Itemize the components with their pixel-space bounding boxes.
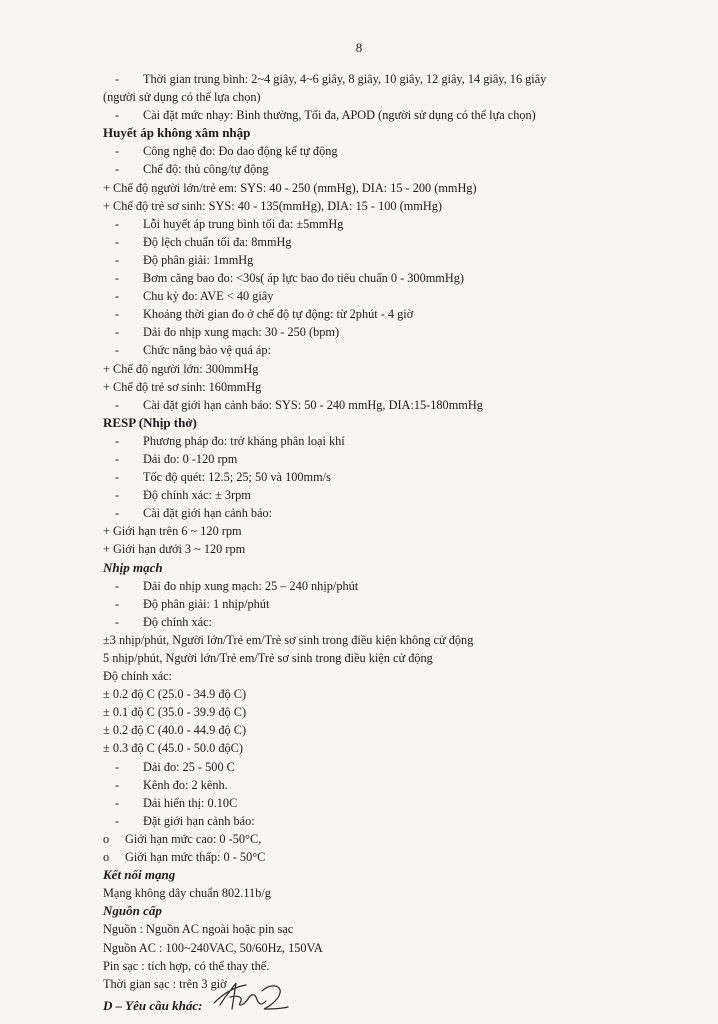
spec-item xyxy=(103,613,693,631)
spec-text xyxy=(103,884,693,902)
spec-lines xyxy=(103,70,693,993)
spec-text xyxy=(103,88,693,106)
section-heading xyxy=(103,902,693,920)
line-text: + Chế độ người lớn: 300mmHg xyxy=(103,361,259,376)
section-heading xyxy=(103,559,693,577)
line-text: Nguồn AC : 100~240VAC, 50/60Hz, 150VA xyxy=(103,940,323,955)
dash-marker: - xyxy=(115,506,120,521)
line-text: ± 0.2 độ C (40.0 - 44.9 độ C) xyxy=(103,723,247,738)
dash-marker: - xyxy=(115,578,120,593)
closing-line xyxy=(103,993,693,1015)
line-text: Chế độ: thủ công/tự động xyxy=(143,162,269,177)
spec-text xyxy=(103,685,693,703)
spec-text xyxy=(103,939,693,957)
dash-marker: - xyxy=(115,596,120,611)
spec-subitem xyxy=(103,848,693,866)
line-text: + Chế độ trẻ sơ sinh: SYS: 40 - 135(mmHg), DIA: 15 - 100 (mmHg) xyxy=(103,198,442,213)
line-text: (người sử dụng có thể lựa chọn) xyxy=(103,90,261,105)
spec-item xyxy=(103,106,693,124)
spec-item xyxy=(103,432,693,450)
line-text: Nguồn cấp xyxy=(103,903,162,919)
line-text: Độ chính xác: xyxy=(103,669,172,684)
section-heading xyxy=(103,124,693,142)
dash-marker: - xyxy=(115,813,120,828)
line-text: Tốc độ quét: 12.5; 25; 50 và 100mm/s xyxy=(143,470,331,485)
line-text: Kênh đo: 2 kênh. xyxy=(143,777,228,792)
spec-text xyxy=(103,739,693,757)
dash-marker: - xyxy=(115,216,120,231)
line-text: Nguồn : Nguồn AC ngoài hoặc pin sạc xyxy=(103,922,294,937)
line-text: Giới hạn mức cao: 0 -50°C, xyxy=(125,831,262,846)
line-text: + Giới hạn trên 6 ~ 120 rpm xyxy=(103,524,242,539)
section-heading xyxy=(103,414,693,432)
line-text: ± 0.3 độ C (45.0 - 50.0 độC) xyxy=(103,741,243,756)
line-text: Dải đo nhịp xung mạch: 30 - 250 (bpm) xyxy=(143,325,340,340)
spec-subitem xyxy=(103,830,693,848)
spec-text xyxy=(103,378,693,396)
dash-marker: - xyxy=(115,451,120,466)
spec-item xyxy=(103,794,693,812)
spec-item xyxy=(103,160,693,178)
spec-text xyxy=(103,957,693,975)
line-text: Huyết áp không xâm nhập xyxy=(103,125,251,141)
spec-item xyxy=(103,341,693,359)
dash-marker: - xyxy=(115,470,120,485)
line-text: Thời gian sạc : trên 3 giờ xyxy=(103,976,227,991)
dash-marker: - xyxy=(115,795,120,810)
line-text: Thời gian trung bình: 2~4 giây, 4~6 giây, 8 giây, 10 giây, 12 giây, 14 giây, 16 giây xyxy=(143,72,547,86)
spec-item xyxy=(103,486,693,504)
spec-text xyxy=(103,360,693,378)
spec-item xyxy=(103,287,693,305)
line-text: Chức năng bảo vệ quá áp: xyxy=(143,343,271,358)
line-text: Độ chính xác: ± 3rpm xyxy=(143,488,251,503)
line-text: Độ lệch chuẩn tối đa: 8mmHg xyxy=(143,234,292,249)
spec-text xyxy=(103,649,693,667)
dash-marker: - xyxy=(115,72,120,86)
spec-text xyxy=(103,522,693,540)
spec-item xyxy=(103,396,693,414)
line-text: Nhịp mạch xyxy=(103,559,163,575)
spec-item xyxy=(103,812,693,830)
circle-bullet: o xyxy=(103,831,110,846)
spec-text xyxy=(103,631,693,649)
line-text: Bơm căng bao đo: <30s( áp lực bao đo tiêu chuẩn 0 - 300mmHg) xyxy=(143,271,464,286)
dash-marker: - xyxy=(115,271,120,286)
spec-text xyxy=(103,920,693,938)
page-number: 8 xyxy=(355,40,363,55)
dash-marker: - xyxy=(115,108,120,123)
dash-marker: - xyxy=(115,777,120,792)
dash-marker: - xyxy=(115,307,120,322)
spec-item xyxy=(103,215,693,233)
line-text: + Giới hạn dưới 3 ~ 120 rpm xyxy=(103,542,246,557)
line-text: Phương pháp đo: trở kháng phân loại khí xyxy=(143,433,345,448)
line-text: Cài đặt giới hạn cảnh báo: xyxy=(143,506,273,521)
spec-item xyxy=(103,776,693,794)
line-text: 5 nhịp/phút, Người lớn/Trẻ em/Trẻ sơ sinh trong điều kiện cử động xyxy=(103,651,433,665)
spec-item xyxy=(103,577,693,595)
line-text: Đặt giới hạn cảnh báo: xyxy=(143,813,255,828)
spec-item xyxy=(103,595,693,613)
line-text: Mạng không dây chuẩn 802.11b/g xyxy=(103,886,271,901)
line-text: Dải hiển thị: 0.10C xyxy=(143,795,238,810)
line-text: Pin sạc : tích hợp, có thể thay thế. xyxy=(103,958,270,973)
line-text: Lỗi huyết áp trung bình tối đa: ±5mmHg xyxy=(143,216,344,231)
spec-item xyxy=(103,504,693,522)
line-text: Dải đo: 0 -120 rpm xyxy=(143,451,238,466)
line-text: Giới hạn mức thấp: 0 - 50°C xyxy=(125,850,266,865)
document-body xyxy=(103,70,693,1015)
spec-item xyxy=(103,269,693,287)
spec-text xyxy=(103,667,693,685)
line-text: + Chế độ trẻ sơ sinh: 160mmHg xyxy=(103,379,262,394)
spec-item xyxy=(103,450,693,468)
line-text: + Chế độ người lớn/trẻ em: SYS: 40 - 250 (mmHg), DIA: 15 - 200 (mmHg) xyxy=(103,180,477,195)
dash-marker: - xyxy=(115,433,120,448)
line-text: Kết nối mạng xyxy=(103,867,176,883)
line-text: ± 0.2 độ C (25.0 - 34.9 độ C) xyxy=(103,687,247,702)
line-text: ± 0.1 độ C (35.0 - 39.9 độ C) xyxy=(103,705,247,720)
dash-marker: - xyxy=(115,488,120,503)
spec-text xyxy=(103,703,693,721)
line-text: Độ phân giải: 1 nhịp/phút xyxy=(143,596,270,611)
spec-item xyxy=(103,305,693,323)
dash-marker: - xyxy=(115,397,120,412)
spec-text xyxy=(103,179,693,197)
dash-marker: - xyxy=(115,162,120,177)
line-text: Khoảng thời gian đo ở chế độ tự động: từ 2phút - 4 giờ xyxy=(143,307,414,322)
spec-item xyxy=(103,233,693,251)
dash-marker: - xyxy=(115,234,120,249)
line-text: Dải đo: 25 - 500 C xyxy=(143,759,235,774)
spec-item xyxy=(103,70,693,88)
line-text: Cài đặt giới hạn cảnh báo: SYS: 50 - 240 mmHg, DIA:15-180mmHg xyxy=(143,397,483,412)
dash-marker: - xyxy=(115,144,120,159)
dash-marker: - xyxy=(115,759,120,774)
spec-text xyxy=(103,197,693,215)
dash-marker: - xyxy=(115,289,120,304)
spec-item xyxy=(103,758,693,776)
circle-bullet: o xyxy=(103,850,110,865)
dash-marker: - xyxy=(115,252,120,267)
handwritten-signature xyxy=(210,979,290,1015)
line-text: Chu kỳ đo: AVE < 40 giây xyxy=(143,289,274,304)
line-text: Độ phân giải: 1mmHg xyxy=(143,252,254,267)
section-heading xyxy=(103,866,693,884)
line-text: RESP (Nhịp thở) xyxy=(103,414,197,430)
line-text: ±3 nhịp/phút, Người lớn/Trẻ em/Trẻ sơ sinh trong điều kiện không cử động xyxy=(103,632,474,647)
dash-marker: - xyxy=(115,343,120,358)
dash-marker: - xyxy=(115,614,120,629)
spec-text xyxy=(103,721,693,739)
closing-heading: D – Yêu cầu khác: xyxy=(103,997,203,1013)
spec-item xyxy=(103,251,693,269)
line-text: Cài đặt mức nhạy: Bình thường, Tối đa, APOD (người sử dụng có thể lựa chọn) xyxy=(143,108,536,123)
line-text: Độ chính xác: xyxy=(143,614,212,629)
spec-item xyxy=(103,468,693,486)
line-text: Công nghệ đo: Đo dao động kế tự động xyxy=(143,144,338,159)
spec-item xyxy=(103,142,693,160)
spec-text xyxy=(103,975,693,993)
spec-item xyxy=(103,323,693,341)
dash-marker: - xyxy=(115,325,120,340)
line-text: Dải đo nhịp xung mạch: 25 – 240 nhịp/phút xyxy=(143,578,359,593)
spec-text xyxy=(103,540,693,558)
